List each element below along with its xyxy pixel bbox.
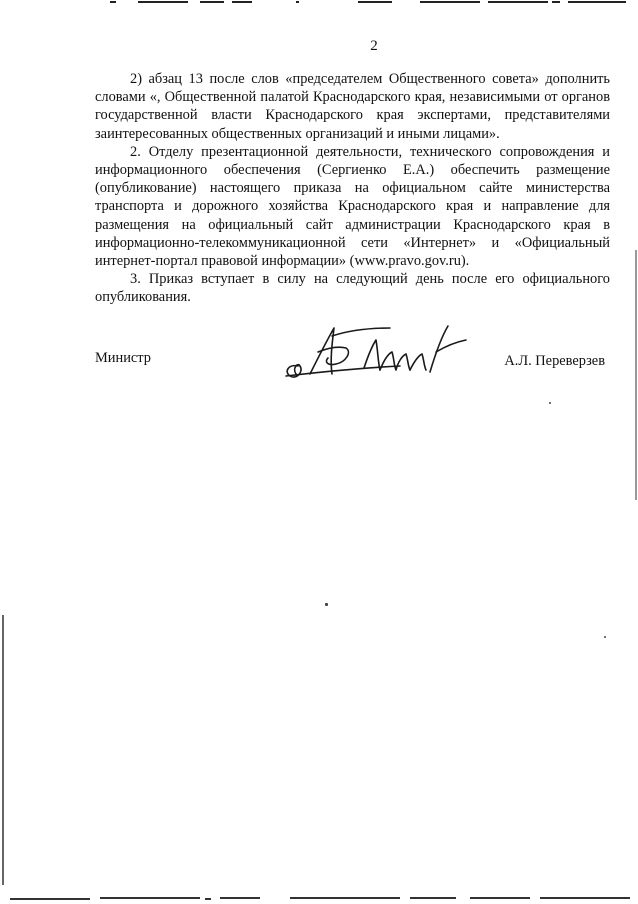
page-number: 2 [370,38,378,54]
scan-speck [549,402,551,404]
scan-artifact-left [2,615,4,885]
signatory-name: А.Л. Переверзев [504,353,605,369]
scan-artifact-top [110,0,630,6]
document-body [95,70,610,307]
signature-block [95,350,610,380]
scan-speck [604,636,606,638]
scan-speck [325,603,328,606]
paragraph: 2) абзац 13 после слов «председателем Общественного совета» дополнить словами «, Общественной палатой Краснодарского края, независимыми от органов государственной власти Краснодарского края экспертами, представителями заинтересованных общественных организаций и иными лицами». [95,71,610,142]
paragraph: 3. Приказ вступает в силу на следующий день после его официального опубликования. [95,271,610,306]
scan-artifact-right [635,250,637,500]
scan-artifact-bottom [0,892,638,902]
signatory-position: Министр [95,350,151,366]
paragraph: 2. Отделу презентационной деятельности, технического сопровождения и информационного обеспечения (Сергиенко Е.А.) обеспечить размещение (опубликование) настоящего приказа на официальном сайте министерства транспорта и дорожного хозяйства Краснодарского края и направление для размещения на официальный сайт администрации Краснодарского края в информационно-телекоммуникационной сети «Интернет» и «Официальный интернет-портал правовой информации» (www.pravo.gov.ru). [95,143,610,270]
